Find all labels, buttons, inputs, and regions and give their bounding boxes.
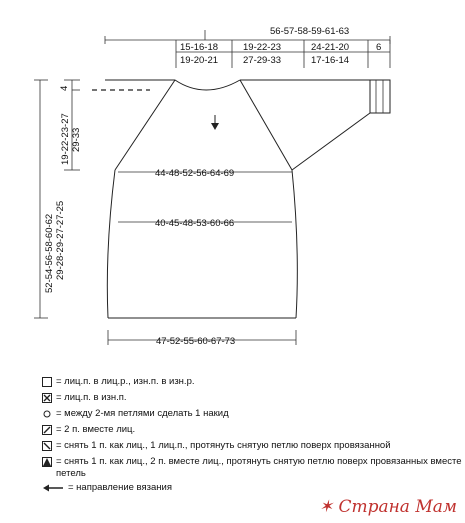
col-mid-label-1: 19-22-23 <box>243 42 282 53</box>
col-left-label-2: 19-20-21 <box>180 55 219 66</box>
empty-square-icon <box>42 377 52 387</box>
left-dimension-lines <box>34 80 80 318</box>
star-icon: ✶ <box>318 497 334 517</box>
decrease-right-icon <box>42 425 52 435</box>
hem-width-label: 47-52-55-60-67-73 <box>156 336 236 347</box>
legend-text: = 2 п. вместе лиц. <box>56 424 136 435</box>
raglan-height-label-1: 19-22-23-27 <box>60 113 71 165</box>
legend-row <box>42 456 462 482</box>
chest-width-label: 44-48-52-56-64-69 <box>155 168 235 179</box>
col-left-label-1: 15-16-18 <box>180 42 219 53</box>
legend-row <box>42 440 462 456</box>
x-square-icon <box>42 393 52 403</box>
site-watermark <box>319 497 457 517</box>
double-decrease-icon <box>42 457 52 467</box>
legend-text: = направление вязания <box>68 482 172 493</box>
legend-row <box>42 424 462 440</box>
legend-row <box>42 408 462 424</box>
total-length-label-2: 29-28-29-27-27-25 <box>55 200 66 280</box>
o-symbol-icon <box>42 409 52 419</box>
legend-text: = снять 1 п. как лиц., 1 лиц.п., протянуть снятую петлю поверх провязанной <box>56 440 391 451</box>
top-total-label: 56-57-58-59-61-63 <box>270 26 350 37</box>
arrow-left-icon <box>42 483 64 493</box>
legend-text: = снять 1 п. как лиц., 2 п. вместе лиц., протянуть снятую петлю поверх провязанных вместе петель <box>56 456 462 479</box>
waist-width-label: 40-45-48-53-60-66 <box>155 218 235 229</box>
neck-offset-label: 4 <box>59 85 70 91</box>
legend-row <box>42 376 462 392</box>
col-right-label-1: 24-21-20 <box>311 42 350 53</box>
watermark-text: Страна Мам <box>338 497 457 517</box>
cuff-label: 6 <box>376 42 382 53</box>
raglan-height-label-2: 29-33 <box>71 127 82 152</box>
garment-outline <box>92 80 390 318</box>
col-mid-label-2: 27-29-33 <box>243 55 282 66</box>
legend-text: = лиц.п. в изн.п. <box>56 392 127 403</box>
col-right-label-2: 17-16-14 <box>311 55 350 66</box>
legend-row <box>42 482 462 498</box>
total-length-label-1: 52-54-56-58-60-62 <box>44 213 55 293</box>
legend-text: = лиц.п. в лиц.р., изн.п. в изн.р. <box>56 376 195 387</box>
legend-text: = между 2-мя петлями сделать 1 накид <box>56 408 229 419</box>
legend-row <box>42 392 462 408</box>
symbol-legend <box>42 376 462 498</box>
decrease-left-icon <box>42 441 52 451</box>
direction-down-arrow-icon <box>211 115 219 130</box>
